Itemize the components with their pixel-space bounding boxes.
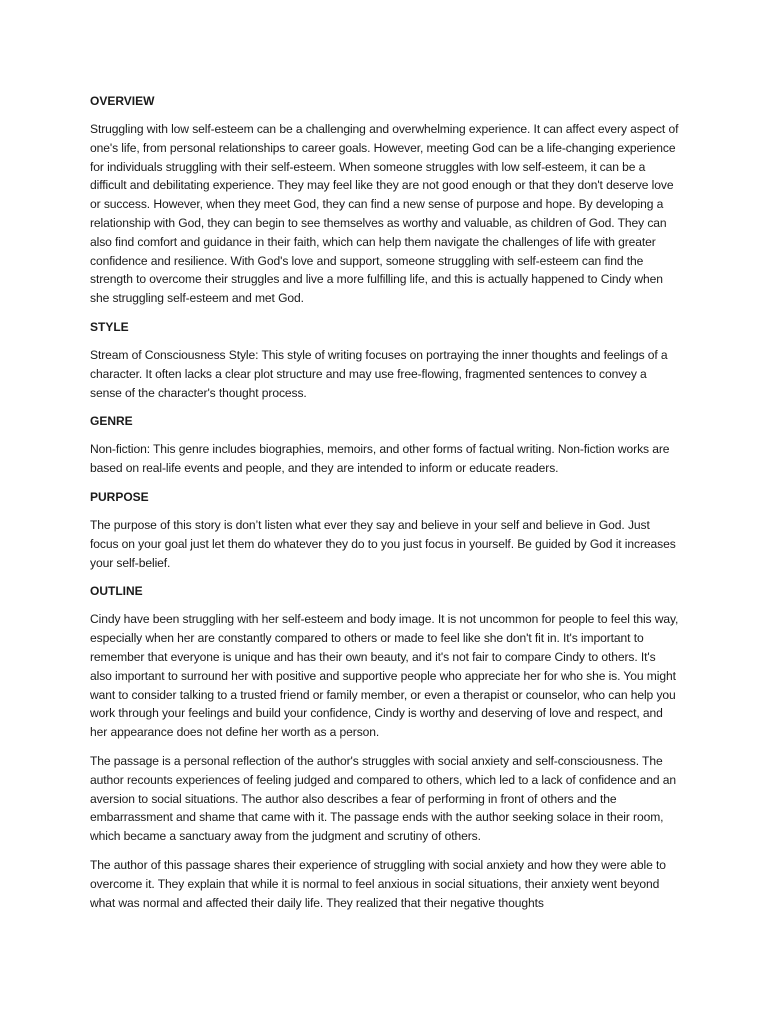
section-heading: OVERVIEW	[90, 94, 155, 108]
paragraph: Cindy have been struggling with her self-esteem and body image. It is not uncommon for people to feel this way, especially when her are constantly compared to others or made to feel like she don't fit in. It's important to remember that everyone is unique and has their own beauty, and it's not fair to compare Cindy to others. It's also important to surround her with positive and supportive people who appreciate her for who she is. You might want to consider talking to a trusted friend or family member, or even a therapist or counselor, who can help you work through your feelings and build your confidence, Cindy is worthy and deserving of love and respect, and her appearance does not define her worth as a person.	[90, 612, 679, 740]
paragraph: The purpose of this story is don’t listen what ever they say and believe in your self and believe in God. Just focus on your goal just let them do whatever they do to you just focus in yourself. Be guided by God it increases your self-belief.	[90, 517, 676, 570]
section-heading: OUTLINE	[90, 584, 143, 599]
section-heading: PURPOSE	[90, 489, 149, 504]
section-outline	[90, 582, 680, 912]
paragraph: Non-fiction: This genre includes biographies, memoirs, and other forms of factual writing. Non-fiction works are based on real-life events and people, and they are intended to inform or educate readers.	[90, 442, 670, 476]
section-purpose	[90, 488, 680, 572]
section-overview	[90, 92, 680, 308]
document-page	[90, 92, 680, 922]
paragraph: The author of this passage shares their experience of struggling with social anxiety and how they were able to overcome it. They explain that while it is normal to feel anxious in social situations, their anxiety went beyond what was normal and affected their daily life. They realized that their negative thoughts	[90, 857, 666, 910]
paragraph: Struggling with low self-esteem can be a challenging and overwhelming experience. It can affect every aspect of one's life, from personal relationships to career goals. However, meeting God can be a life-changing experience for individuals struggling with their self-esteem. When someone struggles with low self-esteem, it can be a difficult and debilitating experience. They may feel like they are not good enough or that they don't deserve love or success. However, when they meet God, they can find a new sense of purpose and hope. By developing a relationship with God, they can begin to see themselves as worthy and valuable, as children of God. They can also find comfort and guidance in their faith, which can help them navigate the challenges of life with greater confidence and resilience. With God's love and support, someone struggling with self-esteem can find the strength to overcome their struggles and live a more fulfilling life, and this is actually happened to Cindy when she struggling self-esteem and met God.	[90, 122, 679, 306]
section-heading: STYLE	[90, 319, 129, 334]
paragraph: Stream of Consciousness Style: This style of writing focuses on portraying the inner thoughts and feelings of a character. It often lacks a clear plot structure and may use free-flowing, fragmented sentences to convey a sense of the character's thought process.	[90, 347, 668, 400]
section-heading: GENRE	[90, 414, 133, 429]
section-genre	[90, 412, 680, 478]
section-style	[90, 318, 680, 402]
paragraph: The passage is a personal reflection of the author's struggles with social anxiety and self-consciousness. The author recounts experiences of feeling judged and compared to others, which led to a lack of confidence and an aversion to social situations. The author also describes a fear of performing in front of others and the embarrassment and shame that came with it. The passage ends with the author seeking solace in their room, which became a sanctuary away from the judgment and scrutiny of others.	[90, 753, 677, 844]
